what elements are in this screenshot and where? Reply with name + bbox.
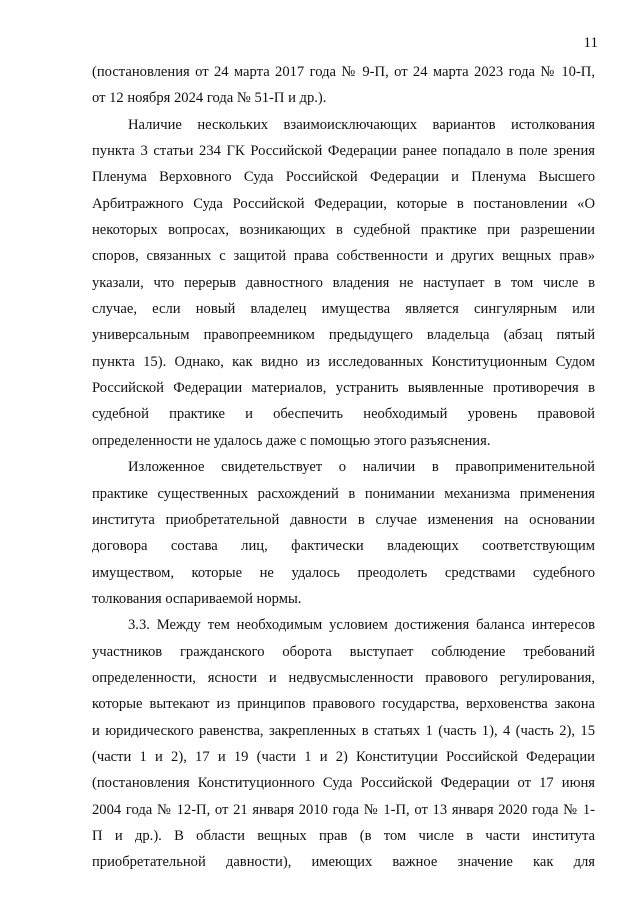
- text-line: которые вытекают из принципов правового государства, верховенства закона: [92, 696, 595, 713]
- text-line: споров, связанных с защитой права собственности и других вещных прав»: [92, 248, 595, 265]
- text-line: участников гражданского оборота выступает соблюдение требований: [92, 643, 595, 660]
- text-line: определенности не удалось даже с помощью этого разъяснения.: [92, 432, 491, 449]
- text-line: определенности, ясности и недвусмысленности правового регулирования,: [92, 669, 595, 686]
- text-line: 2004 года № 12-П, от 21 января 2010 года № 1-П, от 13 января 2020 года № 1-: [92, 801, 595, 818]
- page-number: 11: [583, 35, 598, 51]
- text-line: некоторых вопросах, возникающих в судебной практике при разрешении: [92, 222, 595, 239]
- text-line: института приобретательной давности в случае изменения на основании: [92, 511, 595, 528]
- text-line: договора состава лиц, фактически владеющих соответствующим: [92, 538, 595, 555]
- paragraph-2: [92, 112, 595, 454]
- document-body: [92, 59, 595, 876]
- text-line: (постановления от 24 марта 2017 года № 9-П, от 24 марта 2023 года № 10-П,: [92, 64, 595, 80]
- text-line: пункта 15). Однако, как видно из исследованных Конституционным Судом: [92, 353, 595, 370]
- paragraph-4: [92, 612, 595, 875]
- text-line: (части 1 и 2), 17 и 19 (части 1 и 2) Конституции Российской Федерации: [92, 748, 595, 765]
- text-line: Наличие нескольких взаимоисключающих вариантов истолкования: [128, 116, 595, 133]
- text-line: практике существенных расхождений в понимании механизма применения: [92, 485, 595, 502]
- text-line: 3.3. Между тем необходимым условием достижения баланса интересов: [128, 617, 595, 634]
- text-line: приобретательной давности), имеющих важное значение как для: [92, 854, 595, 871]
- text-line: судебной практике и обеспечить необходимый уровень правовой: [92, 406, 595, 423]
- text-line: имуществом, которые не удалось преодолеть средствами судебного: [92, 564, 595, 581]
- text-line: (постановления Конституционного Суда Российской Федерации от 17 июня: [92, 775, 595, 792]
- text-line: указали, что перерыв давностного владения не наступает в том числе в: [92, 274, 595, 291]
- text-line: Пленума Верховного Суда Российской Федерации и Пленума Высшего: [92, 169, 595, 186]
- text-line: толкования оспариваемой нормы.: [92, 590, 302, 607]
- paragraph-1: [92, 59, 595, 112]
- text-line: и юридического равенства, закрепленных в статьях 1 (часть 1), 4 (часть 2), 15: [92, 722, 595, 739]
- text-line: универсальным правопреемником предыдущего владельца (абзац пятый: [92, 327, 595, 344]
- paragraph-3: [92, 454, 595, 612]
- text-line: Изложенное свидетельствует о наличии в правоприменительной: [128, 459, 595, 476]
- text-line: случае, если новый владелец имущества является сингулярным или: [92, 301, 595, 318]
- text-line: пункта 3 статьи 234 ГК Российской Федерации ранее попадало в поле зрения: [92, 143, 595, 160]
- text-line: П и др.). В области вещных прав (в том числе в части института: [92, 827, 595, 844]
- text-line: Арбитражного Суда Российской Федерации, которые в постановлении «О: [92, 195, 595, 212]
- text-line: от 12 ноября 2024 года № 51-П и др.).: [92, 90, 327, 107]
- text-line: Российской Федерации материалов, устранить выявленные противоречия в: [92, 380, 595, 397]
